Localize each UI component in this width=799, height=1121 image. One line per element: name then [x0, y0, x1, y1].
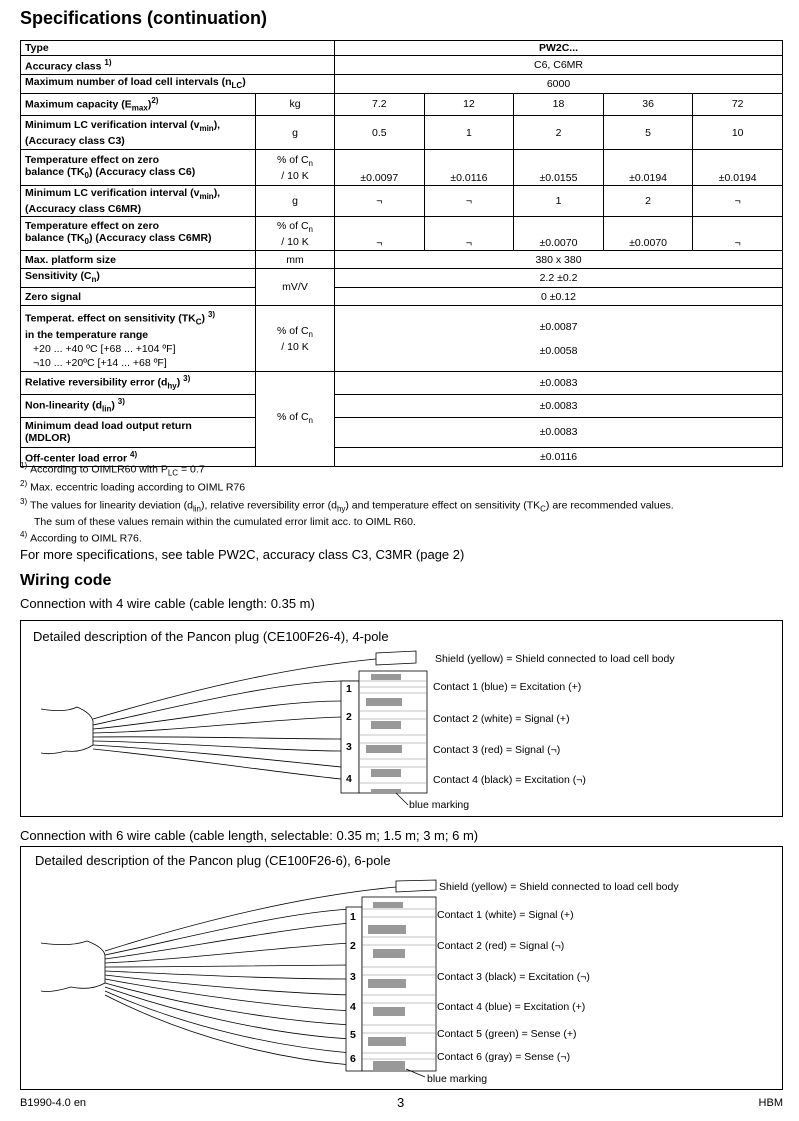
shield-label: Shield (yellow) = Shield connected to load cell body	[439, 881, 679, 893]
row-label: Temperature effect on zero balance $(TK_0)$ (Accuracy class C6)	[21, 150, 256, 186]
unit-cell: % of $C_n$ / 10 K	[256, 306, 335, 372]
pin-number: 3	[350, 971, 356, 983]
row-label: Maximum capacity $(E_{max})^{2)}$	[21, 93, 256, 116]
table-row	[21, 306, 783, 372]
wiring-heading: Wiring code	[20, 572, 112, 589]
six-pole-plug-diagram	[20, 846, 783, 1090]
row-label: Max. platform size	[21, 251, 256, 269]
row-label: Maximum number of load cell intervals $(n_{LC})$	[21, 74, 335, 93]
row-label: Non-linearity $(d_{lin})$ $^{3)}$	[21, 394, 256, 417]
company-name: HBM	[758, 1097, 783, 1109]
footnote: $^{3)}$ The values for linearity deviation $(d_{lin})$, relative reversibility error $(d_{hy})$ and temperature effect on sensitivity $(TK_C)$ are recommended values. The sum of these values remain within the cumulated error limit acc. to OIML R60.	[20, 497, 674, 528]
four-pole-plug-diagram	[20, 620, 783, 817]
cell-value: ¬	[424, 217, 514, 251]
cell-value: ±0.0194	[603, 150, 693, 186]
contact-label: Contact 2 (red) = Signal (¬)	[437, 940, 565, 952]
pin-number: 3	[346, 741, 352, 753]
contact-label: Contact 1 (blue) = Excitation (+)	[433, 681, 582, 693]
cell-value: 5	[603, 116, 693, 150]
unit-cell: kg	[256, 93, 335, 116]
cell-value: ±0.0087 ±0.0058	[335, 306, 783, 372]
table-row	[21, 150, 783, 186]
cell-value: ±0.0083	[335, 372, 783, 395]
page-number: 3	[397, 1095, 405, 1110]
cell-value: 72	[693, 93, 783, 116]
cell-value: C6, C6MR	[335, 56, 783, 75]
row-label: Type	[21, 41, 335, 56]
pin-number: 4	[350, 1001, 356, 1013]
row-label: Minimum LC verification interval $(v_{min})$, (Accuracy class C3)	[21, 116, 256, 150]
cell-value: 380 x 380	[335, 251, 783, 269]
contact-label: Contact 3 (black) = Excitation (¬)	[437, 971, 590, 983]
pin-number: 1	[350, 911, 356, 923]
cell-value: ±0.0194	[693, 150, 783, 186]
row-label: Temperat. effect on sensitivity $(TK_C)$ $^{3)}$ in the temperature range +20 ... +40 ºC [+68 ... +104 ºF] ¬10 ... +20ºC [+14 ... +68 ºF]	[21, 306, 256, 372]
table-row	[21, 41, 783, 56]
table-row	[21, 74, 783, 93]
cell-value: PW2C...	[335, 41, 783, 56]
pin-number: 2	[350, 940, 356, 952]
specifications-table	[20, 40, 783, 467]
row-label: Minimum dead load output return (MDLOR)	[21, 417, 256, 447]
cell-value: ¬	[424, 186, 514, 217]
row-label: Relative reversibility error $(d_{hy})$ $^{3)}$	[21, 372, 256, 395]
contact-label: Contact 5 (green) = Sense (+)	[437, 1028, 577, 1040]
cell-value: 2	[514, 116, 604, 150]
cell-value: ±0.0070	[514, 217, 604, 251]
document-id: B1990-4.0 en	[20, 1097, 87, 1109]
table-row	[21, 417, 783, 447]
row-label: Zero signal	[21, 288, 256, 306]
pin-number: 1	[346, 683, 352, 695]
marking-label: blue marking	[409, 799, 470, 811]
table-row	[21, 56, 783, 75]
cell-value: 6000	[335, 74, 783, 93]
shield-label: Shield (yellow) = Shield connected to load cell body	[435, 653, 675, 665]
cell-value: 12	[424, 93, 514, 116]
pin-number: 5	[350, 1029, 356, 1041]
shield-wire-icon	[396, 880, 436, 892]
four-pole-wiring-drawing	[21, 621, 782, 816]
unit-cell: mV/V	[256, 269, 335, 306]
pin-number: 6	[350, 1053, 356, 1065]
unit-cell: % of $C_n$ / 10 K	[256, 217, 335, 251]
unit-cell: mm	[256, 251, 335, 269]
cell-value: 7.2	[335, 93, 425, 116]
table-row	[21, 116, 783, 150]
row-label: Accuracy class $^{1)}$	[21, 56, 335, 75]
diagram-title: Detailed description of the Pancon plug (CE100F26-6), 6-pole	[35, 853, 391, 868]
unit-cell: g	[256, 186, 335, 217]
table-row	[21, 288, 783, 306]
contact-label: Contact 4 (blue) = Excitation (+)	[437, 1001, 586, 1013]
shield-wire-icon	[376, 651, 416, 665]
six-wire-connection-text: Connection with 6 wire cable (cable length, selectable: 0.35 m; 1.5 m; 3 m; 6 m)	[20, 828, 479, 843]
table-row	[21, 394, 783, 417]
cell-value: ±0.0070	[603, 217, 693, 251]
cell-value: ±0.0083	[335, 417, 783, 447]
contact-label: Contact 1 (white) = Signal (+)	[437, 909, 574, 921]
cell-value: 1	[424, 116, 514, 150]
table-row	[21, 251, 783, 269]
cell-value: ±0.0116	[335, 447, 783, 466]
diagram-title: Detailed description of the Pancon plug (CE100F26-4), 4-pole	[33, 629, 389, 644]
cell-value: 0.5	[335, 116, 425, 150]
cell-value: ±0.0155	[514, 150, 604, 186]
table-row	[21, 269, 783, 288]
cell-value: 18	[514, 93, 604, 116]
cell-value: ±0.0083	[335, 394, 783, 417]
cell-value: ¬	[335, 186, 425, 217]
table-row	[21, 186, 783, 217]
footnote: $^{1)}$ According to OIMLR60 with $P_{LC} = 0.7$	[20, 461, 205, 478]
four-wire-connection-text: Connection with 4 wire cable (cable length: 0.35 m)	[20, 596, 315, 611]
row-label: Temperature effect on zero balance $(TK_0)$ (Accuracy class C6MR)	[21, 217, 256, 251]
cell-value: 2.2 ±0.2	[335, 269, 783, 288]
cell-value: ¬	[693, 186, 783, 217]
contact-label: Contact 6 (gray) = Sense (¬)	[437, 1051, 571, 1063]
cell-value: 2	[603, 186, 693, 217]
cell-value: ¬	[693, 217, 783, 251]
row-label: Minimum LC verification interval $(v_{min})$, (Accuracy class C6MR)	[21, 186, 256, 217]
row-label: Off-center load error $^{4)}$	[21, 447, 256, 466]
cell-value: 10	[693, 116, 783, 150]
more-specifications-note: For more specifications, see table PW2C, accuracy class C3, C3MR (page 2)	[20, 547, 465, 562]
cell-value: ±0.0116	[424, 150, 514, 186]
unit-cell: % of $C_n$	[256, 372, 335, 466]
cell-value: 36	[603, 93, 693, 116]
footnote: $^{4)}$ According to OIML R76.	[20, 530, 142, 545]
page-title: Specifications (continuation)	[20, 8, 268, 28]
table-row	[21, 372, 783, 395]
table-row	[21, 93, 783, 116]
row-label: Sensitivity $(C_n)$	[21, 269, 256, 288]
marking-label: blue marking	[427, 1073, 488, 1085]
table-row	[21, 217, 783, 251]
cell-value: 1	[514, 186, 604, 217]
cell-value: 0 ±0.12	[335, 288, 783, 306]
footnote: $^{2)}$ Max. eccentric loading according to OIML R76	[20, 479, 246, 494]
cell-value: ¬	[335, 217, 425, 251]
unit-cell: % of $C_n$ / 10 K	[256, 150, 335, 186]
contact-label: Contact 3 (red) = Signal (¬)	[433, 744, 561, 756]
contact-label: Contact 4 (black) = Excitation (¬)	[433, 774, 586, 786]
pin-number: 2	[346, 711, 352, 723]
contact-label: Contact 2 (white) = Signal (+)	[433, 713, 570, 725]
pin-number: 4	[346, 773, 352, 785]
plug-side-icon	[346, 907, 362, 1071]
cell-value: ±0.0097	[335, 150, 425, 186]
unit-cell: g	[256, 116, 335, 150]
